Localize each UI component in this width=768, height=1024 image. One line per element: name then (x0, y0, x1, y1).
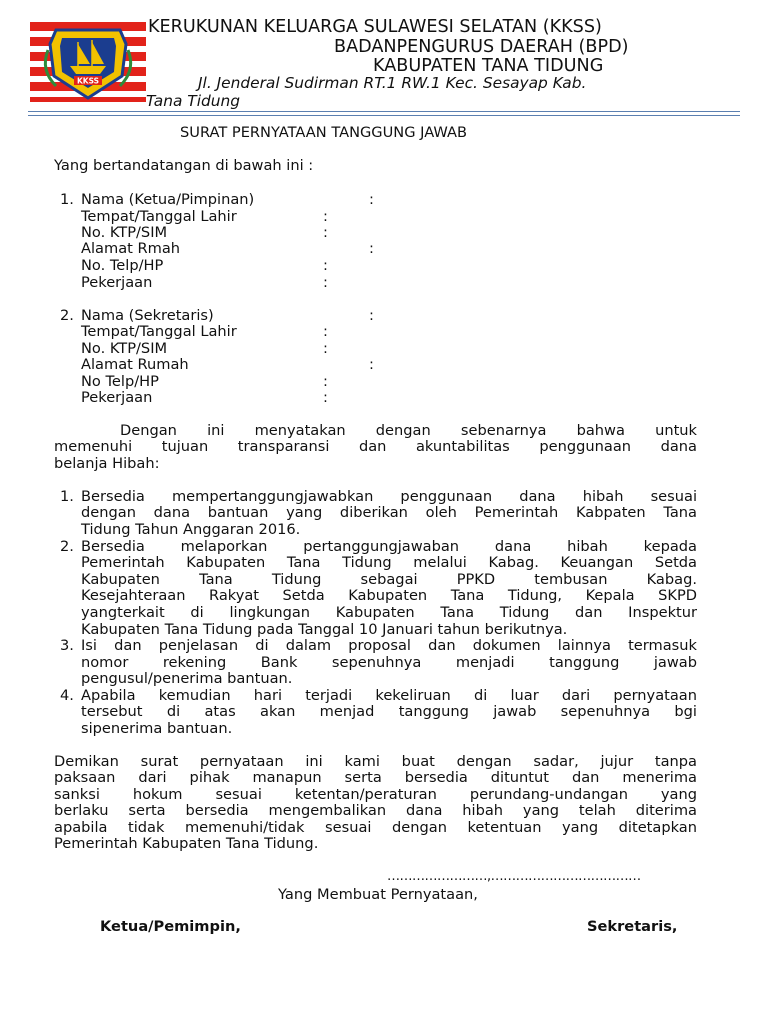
commitment-number: 1. (60, 488, 74, 505)
org-board: BADANPENGURUS DAERAH (BPD) (334, 37, 629, 57)
ketua-address-label: Alamat Rmah (81, 240, 181, 257)
commitment-line: Isi dan penjelasan di dalam proposal dan dokumen lainnya termasuk (81, 637, 697, 654)
closing-line: apabila tidak memenuhi/tidak sesuai dengan ketentuan yang ditetapkan (54, 819, 697, 836)
ketua-job-colon: : (323, 274, 328, 291)
commitment-line: Kabupaten Tana Tidung pada Tanggal 10 Januari tahun berikutnya. (81, 621, 568, 638)
statement-line: belanja Hibah: (54, 455, 160, 472)
commitment-line: sipenerima bantuan. (81, 720, 233, 737)
commitment-line: nomor rekening Bank sepenuhnya menjadi tanggung jawab (81, 654, 697, 671)
commitment-line: pengusul/penerima bantuan. (81, 670, 293, 687)
kkss-logo (30, 20, 146, 102)
sekretaris-name-colon: : (369, 307, 374, 324)
closing-line: Demikan surat pernyataan ini kami buat dengan sadar, jujur tanpa (54, 753, 697, 770)
statement-line: Dengan ini menyatakan dengan sebenarnya bahwa untuk (120, 422, 697, 439)
signer-ketua: Ketua/Pemimpin, (100, 918, 241, 935)
ketua-address-colon: : (369, 240, 374, 257)
ketua-job-label: Pekerjaan (81, 274, 153, 291)
commitment-line: Kesejahteraan Rakyat Setda Kabupaten Tana Tidung, Kepala SKPD (81, 587, 697, 604)
signer-sekretaris: Sekretaris, (587, 918, 678, 935)
commitment-line: tersebut di atas akan menjad tanggung jawab sepenuhnya bgi (81, 703, 697, 720)
commitment-line: Apabila kemudian hari terjadi kekeliruan di luar dari pernyataan (81, 687, 697, 704)
sekretaris-job-colon: : (323, 389, 328, 406)
ketua-name-colon: : (369, 191, 374, 208)
org-address-line1: Jl. Jenderal Sudirman RT.1 RW.1 Kec. Sesayap Kab. (198, 74, 587, 92)
sekretaris-number: 2. (60, 307, 74, 324)
place-date-line: ……………………,……………………………… (387, 869, 641, 884)
sekretaris-job-label: Pekerjaan (81, 389, 153, 406)
ketua-name-label: Nama (Ketua/Pimpinan) (81, 191, 255, 208)
logo-text: KKSS (76, 76, 100, 86)
ketua-number: 1. (60, 191, 74, 208)
commitment-line: yangterkait di lingkungan Kabupaten Tana Tidung dan Inspektur (81, 604, 697, 621)
sekretaris-birth-label: Tempat/Tanggal Lahir (81, 323, 237, 340)
sekretaris-id-colon: : (323, 340, 328, 357)
sekretaris-address-label: Alamat Rumah (81, 356, 189, 373)
ketua-phone-label: No. Telp/HP (81, 257, 164, 274)
closing-line: sanksi hokum sesuai ketentan/peraturan perundang-undangan yang (54, 786, 697, 803)
ketua-birth-label: Tempat/Tanggal Lahir (81, 208, 237, 225)
header-rule-bottom (28, 115, 740, 116)
commitment-line: Bersedia melaporkan pertanggungjawaban dana hibah kepada (81, 538, 697, 555)
ketua-id-colon: : (323, 224, 328, 241)
commitment-line: dengan dana bantuan yang diberikan oleh Pemerintah Kabpaten Tana (81, 504, 697, 521)
ketua-phone-colon: : (323, 257, 328, 274)
closing-line: berlaku serta bersedia mengembalikan dana hibah yang telah diterima (54, 802, 697, 819)
signer-heading: Yang Membuat Pernyataan, (278, 886, 478, 903)
sekretaris-phone-colon: : (323, 373, 328, 390)
sekretaris-id-label: No. KTP/SIM (81, 340, 168, 357)
commitment-number: 2. (60, 538, 74, 555)
commitment-line: Kabupaten Tana Tidung sebagai PPKD tembusan Kabag. (81, 571, 697, 588)
sekretaris-birth-colon: : (323, 323, 328, 340)
commitment-line: Bersedia mempertanggungjawabkan penggunaan dana hibah sesuai (81, 488, 697, 505)
commitment-line: Tidung Tahun Anggaran 2016. (81, 521, 301, 538)
org-region: KABUPATEN TANA TIDUNG (373, 56, 604, 76)
statement-line: memenuhi tujuan transparansi dan akuntabilitas penggunaan dana (54, 438, 697, 455)
commitment-number: 4. (60, 687, 74, 704)
commitment-line: Pemerintah Kabupaten Tana Tidung melalui Kabag. Keuangan Setda (81, 554, 697, 571)
ketua-birth-colon: : (323, 208, 328, 225)
closing-line: paksaan dari pihak manapun serta bersedia dituntut dan menerima (54, 769, 697, 786)
commitment-number: 3. (60, 637, 74, 654)
document-title: SURAT PERNYATAAN TANGGUNG JAWAB (180, 124, 468, 141)
sekretaris-name-label: Nama (Sekretaris) (81, 307, 214, 324)
org-address-line2: Tana Tidung (146, 92, 241, 110)
sekretaris-phone-label: No Telp/HP (81, 373, 159, 390)
org-name: KERUKUNAN KELUARGA SULAWESI SELATAN (KKSS) (148, 17, 602, 37)
intro-text: Yang bertandatangan di bawah ini : (54, 157, 314, 174)
ketua-id-label: No. KTP/SIM (81, 224, 168, 241)
header-rule-top (28, 111, 740, 112)
closing-line: Pemerintah Kabupaten Tana Tidung. (54, 835, 319, 852)
sekretaris-address-colon: : (369, 356, 374, 373)
